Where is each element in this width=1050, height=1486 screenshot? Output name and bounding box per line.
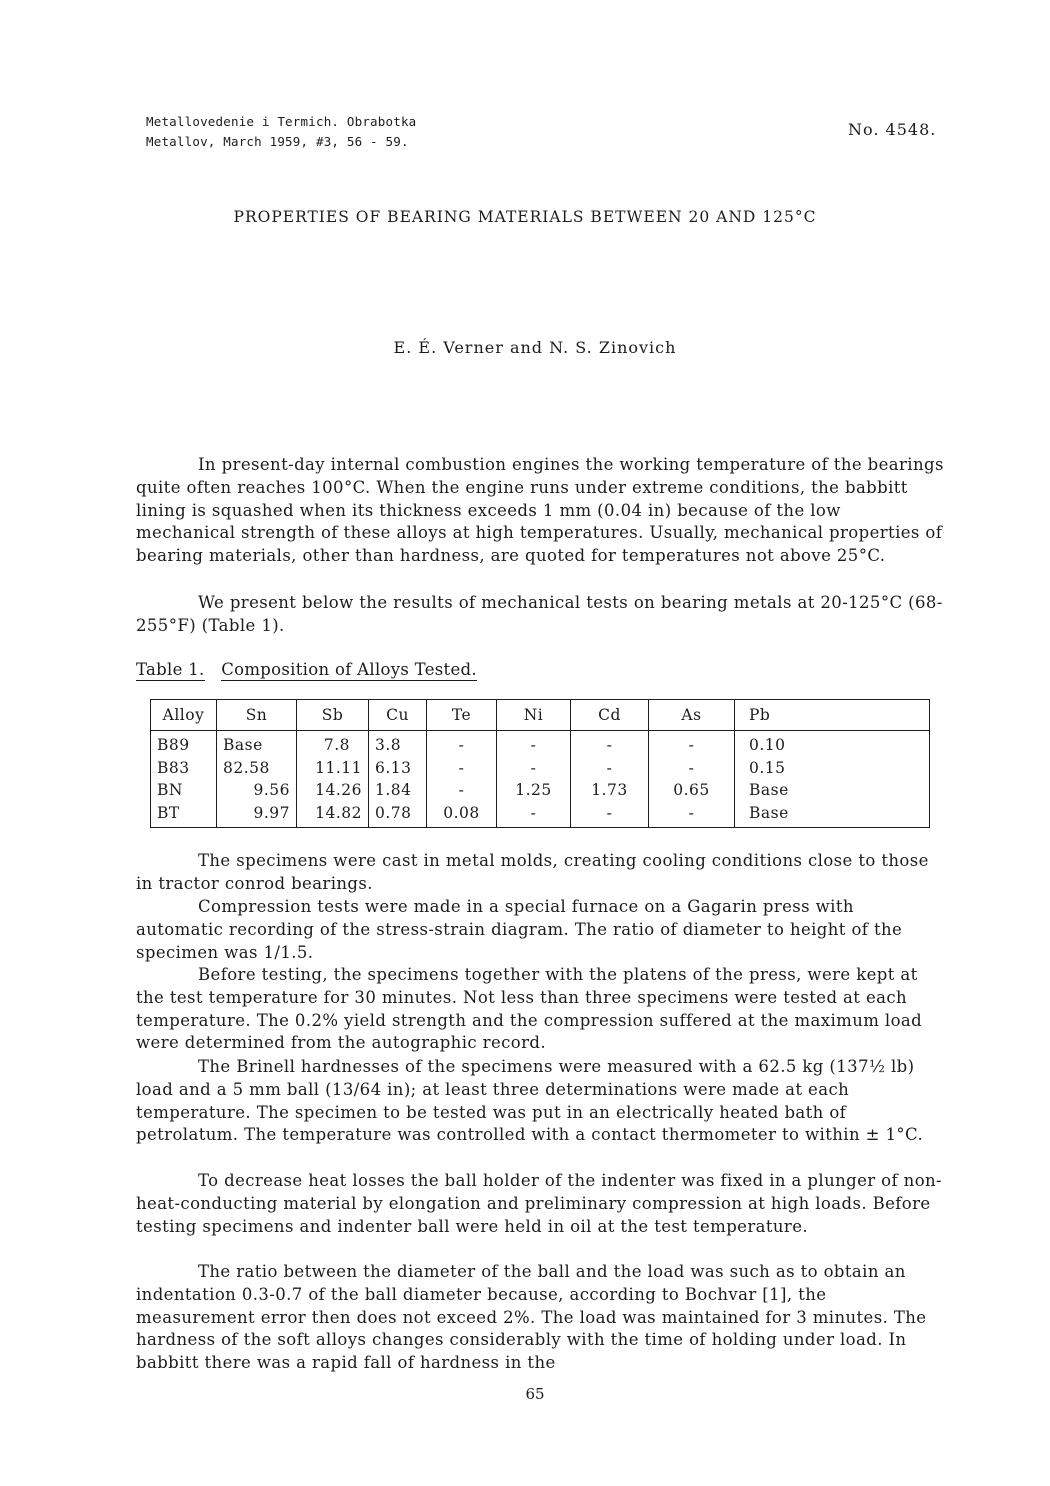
cell-alloy: B83 — [151, 757, 217, 780]
paragraph-compression-tests — [136, 896, 944, 964]
cell-alloy: BN — [151, 779, 217, 802]
paragraph-specimens-cast — [136, 850, 944, 896]
header-cu: Cu — [369, 700, 427, 731]
document-number: No. 4548. — [848, 120, 937, 139]
cell-cd: - — [571, 757, 649, 780]
cell-sb: 14.26 — [297, 779, 369, 802]
cell-as: - — [649, 757, 735, 780]
cell-pb: Base — [735, 779, 930, 802]
cell-te: - — [427, 779, 497, 802]
table-row — [151, 779, 930, 802]
cell-pb: Base — [735, 802, 930, 828]
paragraph-text: Before testing, the specimens together with the platens of the press, were kept at the test temperature for 30 minutes. Not less than three specimens were tested at each temperature. The 0.2% yield strength and the compression suffered at the maximum load were determined from the autographic record. — [136, 965, 923, 1053]
table-row — [151, 757, 930, 780]
header-alloy: Alloy — [151, 700, 217, 731]
paragraph-ball-load-ratio — [136, 1261, 944, 1375]
cell-ni: - — [497, 731, 571, 757]
cell-sn: 9.56 — [217, 779, 297, 802]
cell-cd: - — [571, 731, 649, 757]
source-line-1: Metallovedenie i Termich. Obrabotka — [146, 114, 417, 129]
header-as: As — [649, 700, 735, 731]
paragraph-text: The Brinell hardnesses of the specimens were measured with a 62.5 kg (137½ lb) load and a 5 mm ball (13/64 in); at least three determinations were made at each temperature. The specimen to be tested was put in an electrically heated bath of petrolatum. The temperature was controlled with a contact thermometer to within ± 1°C. — [136, 1057, 924, 1145]
cell-alloy: BT — [151, 802, 217, 828]
cell-cu: 1.84 — [369, 779, 427, 802]
paragraph-text: The specimens were cast in metal molds, creating cooling conditions close to those in tractor conrod bearings. — [136, 851, 929, 893]
source-citation — [146, 112, 416, 152]
cell-sb: 11.11 — [297, 757, 369, 780]
paragraph-brinell-hardness — [136, 1056, 944, 1147]
cell-ni: - — [497, 802, 571, 828]
paragraph-text: Compression tests were made in a special furnace on a Gagarin press with automatic recording of the stress-strain diagram. The ratio of diameter to height of the specimen was 1/1.5. — [136, 897, 903, 962]
cell-cd: 1.73 — [571, 779, 649, 802]
page-number: 65 — [525, 1385, 545, 1403]
cell-te: - — [427, 757, 497, 780]
table-caption — [136, 660, 477, 679]
paragraph-text: The ratio between the diameter of the ball and the load was such as to obtain an indentation 0.3-0.7 of the ball diameter because, according to Bochvar [1], the measurement error then does not exceed 2%. The load was maintained for 3 minutes. The hardness of the soft alloys changes considerably with the time of holding under load. In babbitt there was a rapid fall of hardness in the — [136, 1262, 927, 1373]
cell-te: - — [427, 731, 497, 757]
cell-pb: 0.15 — [735, 757, 930, 780]
header-sb: Sb — [297, 700, 369, 731]
table-row — [151, 802, 930, 828]
paragraph-intro — [136, 454, 944, 568]
paragraph-table-reference — [136, 592, 944, 638]
article-authors: E. É. Verner and N. S. Zinovich — [393, 338, 677, 357]
cell-ni: - — [497, 757, 571, 780]
table-caption-title: Composition of Alloys Tested. — [221, 660, 477, 679]
header-ni: Ni — [497, 700, 571, 731]
source-line-2: Metallov, March 1959, #3, 56 - 59. — [146, 134, 409, 149]
cell-sn: 82.58 — [217, 757, 297, 780]
cell-as: - — [649, 731, 735, 757]
paragraph-heat-losses — [136, 1170, 944, 1238]
cell-te: 0.08 — [427, 802, 497, 828]
article-title: PROPERTIES OF BEARING MATERIALS BETWEEN 20 AND 125°C — [233, 208, 817, 226]
header-pb: Pb — [735, 700, 930, 731]
paragraph-before-testing — [136, 964, 944, 1055]
cell-as: 0.65 — [649, 779, 735, 802]
cell-cu: 6.13 — [369, 757, 427, 780]
cell-sn: Base — [217, 731, 297, 757]
cell-sn: 9.97 — [217, 802, 297, 828]
paragraph-text: To decrease heat losses the ball holder of the indenter was fixed in a plunger of non-heat-conducting material by elongation and preliminary compression at high loads. Before testing specimens and indenter ball were held in oil at the test temperature. — [136, 1171, 943, 1236]
table-row — [151, 731, 930, 757]
cell-as: - — [649, 802, 735, 828]
cell-pb: 0.10 — [735, 731, 930, 757]
cell-sb: 7.8 — [297, 731, 369, 757]
paragraph-text: In present-day internal combustion engines the working temperature of the bearings quite often reaches 100°C. When the engine runs under extreme conditions, the babbitt lining is squashed when its thickness exceeds 1 mm (0.04 in) because of the low mechanical strength of these alloys at high temperatures. Usually, mechanical properties of bearing materials, other than hardness, are quoted for temperatures not above 25°C. — [136, 455, 944, 566]
paragraph-text: We present below the results of mechanical tests on bearing metals at 20-125°C (68-255°F) (Table 1). — [136, 593, 943, 635]
cell-cu: 3.8 — [369, 731, 427, 757]
cell-sb: 14.82 — [297, 802, 369, 828]
header-te: Te — [427, 700, 497, 731]
cell-cu: 0.78 — [369, 802, 427, 828]
cell-cd: - — [571, 802, 649, 828]
cell-alloy: B89 — [151, 731, 217, 757]
table-caption-label: Table 1. — [136, 660, 205, 679]
composition-table — [150, 699, 930, 828]
header-cd: Cd — [571, 700, 649, 731]
cell-ni: 1.25 — [497, 779, 571, 802]
header-sn: Sn — [217, 700, 297, 731]
table-header-row — [151, 700, 930, 731]
